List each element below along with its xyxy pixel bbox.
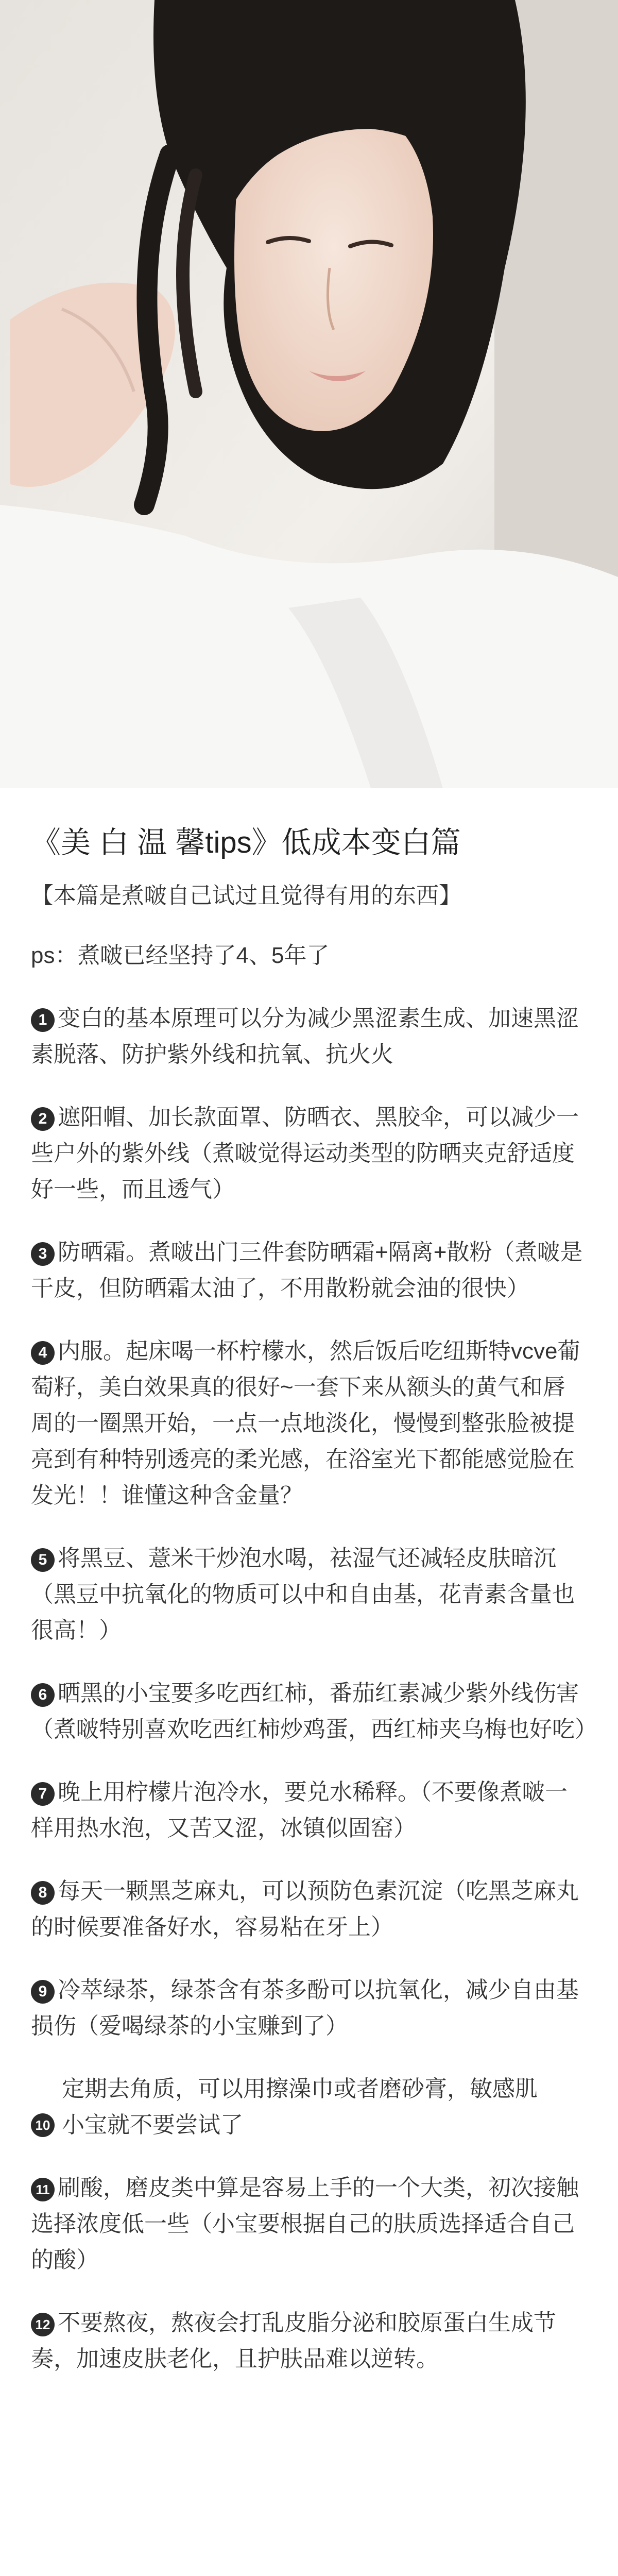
number-badge-icon: 5 xyxy=(31,1548,55,1572)
tip-text: 将黑豆、薏米干炒泡水喝，祛湿气还减轻皮肤暗沉（黑豆中抗氧化的物质可以中和自由基，花青素含量也很高！） xyxy=(31,1546,575,1643)
number-badge-icon: 10 xyxy=(31,2113,55,2137)
article-ps: ps：煮啵已经坚持了4、5年了 xyxy=(31,943,330,968)
tip-text: 防晒霜。煮啵出门三件套防晒霜+隔离+散粉（煮啵是干皮，但防晒霜太油了，不用散粉就会油的很快） xyxy=(31,1240,583,1301)
tip-text: 遮阳帽、加长款面罩、防晒衣、黑胶伞，可以减少一些户外的紫外线（煮啵觉得运动类型的防晒夹克舒适度好一些，而且透气） xyxy=(31,1105,579,1202)
hero-photo-illustration xyxy=(0,0,618,788)
article-subtitle: 【本篇是煮啵自己试过且觉得有用的东西】 xyxy=(31,883,461,908)
tip-text: 内服。起床喝一杯柠檬水，然后饭后吃纽斯特vcve葡萄籽，美白效果真的很好~一套下来从额头的黄气和唇周的一圈黑开始，一点一点地淡化，慢慢到整张脸被提亮到有种特别透亮的柔光感，在浴室光下都能感觉脸在发光！！谁懂这种含金量？ xyxy=(31,1338,580,1508)
number-badge-icon: 11 xyxy=(31,2178,55,2201)
tip-item-12 xyxy=(31,2305,587,2377)
article-body xyxy=(0,788,618,2377)
tip-item-9 xyxy=(31,1972,587,2044)
hero-photo xyxy=(0,0,618,788)
tip-item-2 xyxy=(31,1099,587,1208)
number-badge-icon: 7 xyxy=(31,1782,55,1806)
number-badge-icon: 3 xyxy=(31,1242,55,1266)
number-badge-icon: 9 xyxy=(31,1980,55,2004)
tip-text: 刷酸，磨皮类中算是容易上手的一个大类，初次接触选择浓度低一些（小宝要根据自己的肤质选择适合自己的酸） xyxy=(31,2175,579,2273)
number-badge-icon: 1 xyxy=(31,1008,55,1032)
number-badge-icon: 4 xyxy=(31,1341,55,1365)
tip-item-6 xyxy=(31,1675,597,1748)
number-badge-icon: 8 xyxy=(31,1881,55,1905)
tip-text: 定期去角质，可以用擦澡巾或者磨砂膏，敏感肌 xyxy=(62,2076,538,2102)
number-badge-icon: 2 xyxy=(31,1107,55,1131)
tip-text: 不要熬夜，熬夜会打乱皮脂分泌和胶原蛋白生成节奏，加速皮肤老化，且护肤品难以逆转。 xyxy=(31,2310,556,2371)
tip-item-11 xyxy=(31,2170,587,2278)
number-badge-icon: 12 xyxy=(31,2313,55,2336)
tip-item-5 xyxy=(31,1540,587,1649)
tip-item-10 xyxy=(31,2071,587,2143)
tip-text: 冷萃绿茶，绿茶含有茶多酚可以抗氧化，减少自由基损伤（爱喝绿茶的小宝赚到了） xyxy=(31,1977,579,2039)
tip-item-1 xyxy=(31,1001,587,1073)
tip-item-8 xyxy=(31,1873,587,1945)
tip-item-7 xyxy=(31,1774,587,1846)
tip-text: 晚上用柠檬片泡冷水，要兑水稀释。（不要像煮啵一样用热水泡，又苦又涩，冰镇似固窑） xyxy=(31,1780,568,1841)
tip-item-4 xyxy=(31,1333,587,1514)
tip-text: 晒黑的小宝要多吃西红柿，番茄红素减少紫外线伤害（煮啵特别喜欢吃西红柿炒鸡蛋，西红柿夹乌梅也好吃） xyxy=(31,1681,597,1742)
tip-text: 小宝就不要尝试了 xyxy=(62,2112,243,2138)
article-title: 《美 白 温 馨tips》低成本变白篇 xyxy=(31,826,461,859)
tip-text: 变白的基本原理可以分为减少黑涩素生成、加速黑涩素脱落、防护紫外线和抗氧、抗火火 xyxy=(31,1006,579,1067)
number-badge-icon: 6 xyxy=(31,1683,55,1707)
tip-text: 每天一颗黑芝麻丸，可以预防色素沉淀（吃黑芝麻丸的时候要准备好水，容易粘在牙上） xyxy=(31,1878,579,1940)
tip-item-3 xyxy=(31,1234,587,1307)
